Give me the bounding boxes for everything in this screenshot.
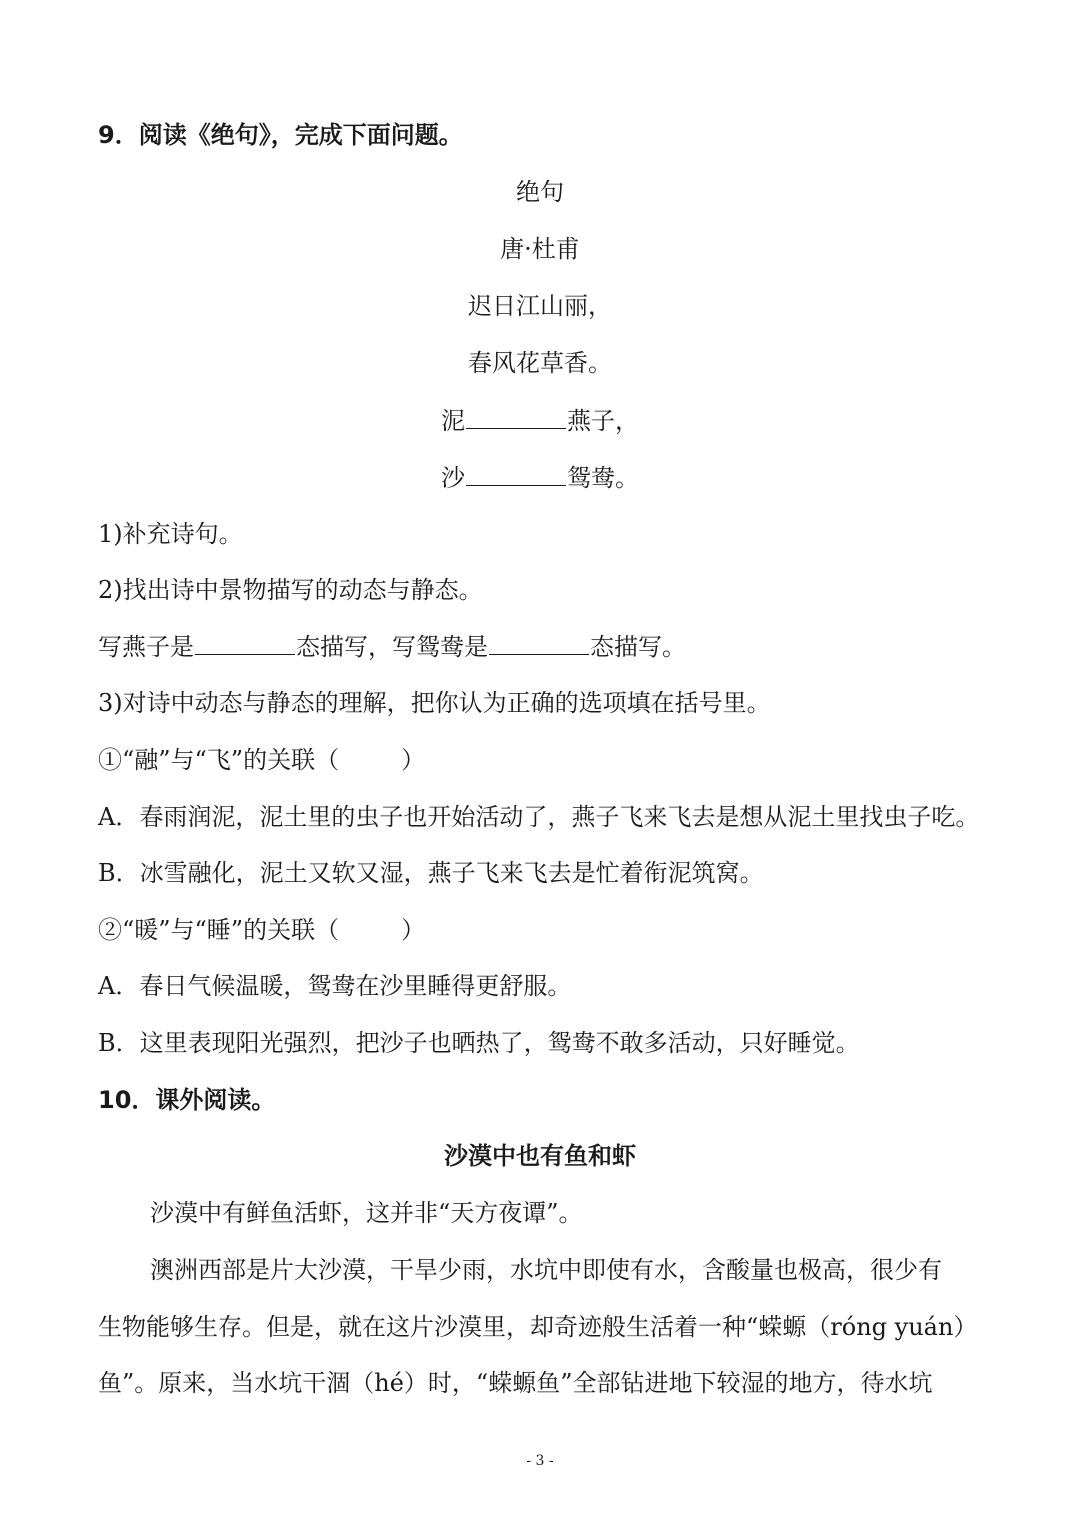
poem-line-2: 春风花草香。 [468, 349, 612, 377]
choice-2-option-a: A．春日气候温暖，鸳鸯在沙里睡得更舒服。 [98, 972, 572, 1000]
swallow-blank[interactable] [195, 630, 295, 655]
fill-part-3: 态描写。 [590, 633, 686, 661]
sub-question-1: 1)补充诗句。 [98, 520, 243, 548]
choice-1-option-b: B．冰雪融化，泥土又软又湿，燕子飞来飞去是忙着衔泥筑窝。 [98, 859, 764, 887]
article-paragraph-2-line-1: 澳洲西部是片大沙漠，干旱少雨，水坑中即使有水，含酸量也极高，很少有 [150, 1256, 942, 1284]
poem-line-4 [0, 461, 1080, 494]
choice-question-2-close: ） [401, 916, 426, 944]
poem-line-3-end: 燕子， [567, 407, 639, 435]
poem-line-4-end: 鸳鸯。 [567, 464, 639, 492]
choice-question-2-label: ②“暖”与“睡”的关联（ [98, 916, 340, 944]
poem-line-1: 迟日江山丽， [468, 292, 612, 320]
choice-2-option-b: B．这里表现阳光强烈，把沙子也晒热了，鸳鸯不敢多活动，只好睡觉。 [98, 1029, 860, 1057]
article-title: 沙漠中也有鱼和虾 [444, 1142, 636, 1170]
article-paragraph-2-line-2: 生物能够生存。但是，就在这片沙漠里，却奇迹般生活着一种“蝾螈（róng yuán） [98, 1313, 978, 1341]
choice-question-2 [0, 914, 1080, 946]
sub-question-3: 3)对诗中动态与静态的理解，把你认为正确的选项填在括号里。 [98, 689, 771, 717]
question-10-heading: 10．课外阅读。 [98, 1086, 276, 1114]
fill-part-1: 写燕子是 [98, 633, 194, 661]
poem-line-3-start: 泥 [441, 407, 465, 435]
poem-author: 唐·杜甫 [500, 235, 580, 263]
choice-question-1-close: ） [401, 746, 426, 774]
article-paragraph-1: 沙漠中有鲜鱼活虾，这并非“天方夜谭”。 [150, 1199, 583, 1227]
sub-question-2: 2)找出诗中景物描写的动态与静态。 [98, 576, 483, 604]
fill-in-line [0, 630, 1080, 663]
poem-line-4-start: 沙 [441, 464, 465, 492]
choice-question-1 [0, 744, 1080, 776]
poem-title: 绝句 [516, 178, 564, 206]
choice-question-1-label: ①“融”与“飞”的关联（ [98, 746, 340, 774]
fill-part-2: 态描写，写鸳鸯是 [296, 633, 488, 661]
poem-line-3-blank[interactable] [466, 404, 566, 429]
poem-line-3 [0, 404, 1080, 437]
page-number: - 3 - [526, 1453, 554, 1469]
mandarin-duck-blank[interactable] [489, 630, 589, 655]
article-paragraph-2-line-3: 鱼”。原来，当水坑干涸（hé）时，“蝾螈鱼”全部钻进地下较湿的地方，待水坑 [98, 1369, 933, 1397]
poem-line-4-blank[interactable] [466, 461, 566, 486]
question-9-heading: 9．阅读《绝句》，完成下面问题。 [98, 121, 463, 149]
choice-1-option-a: A．春雨润泥，泥土里的虫子也开始活动了，燕子飞来飞去是想从泥土里找虫子吃。 [98, 803, 980, 831]
